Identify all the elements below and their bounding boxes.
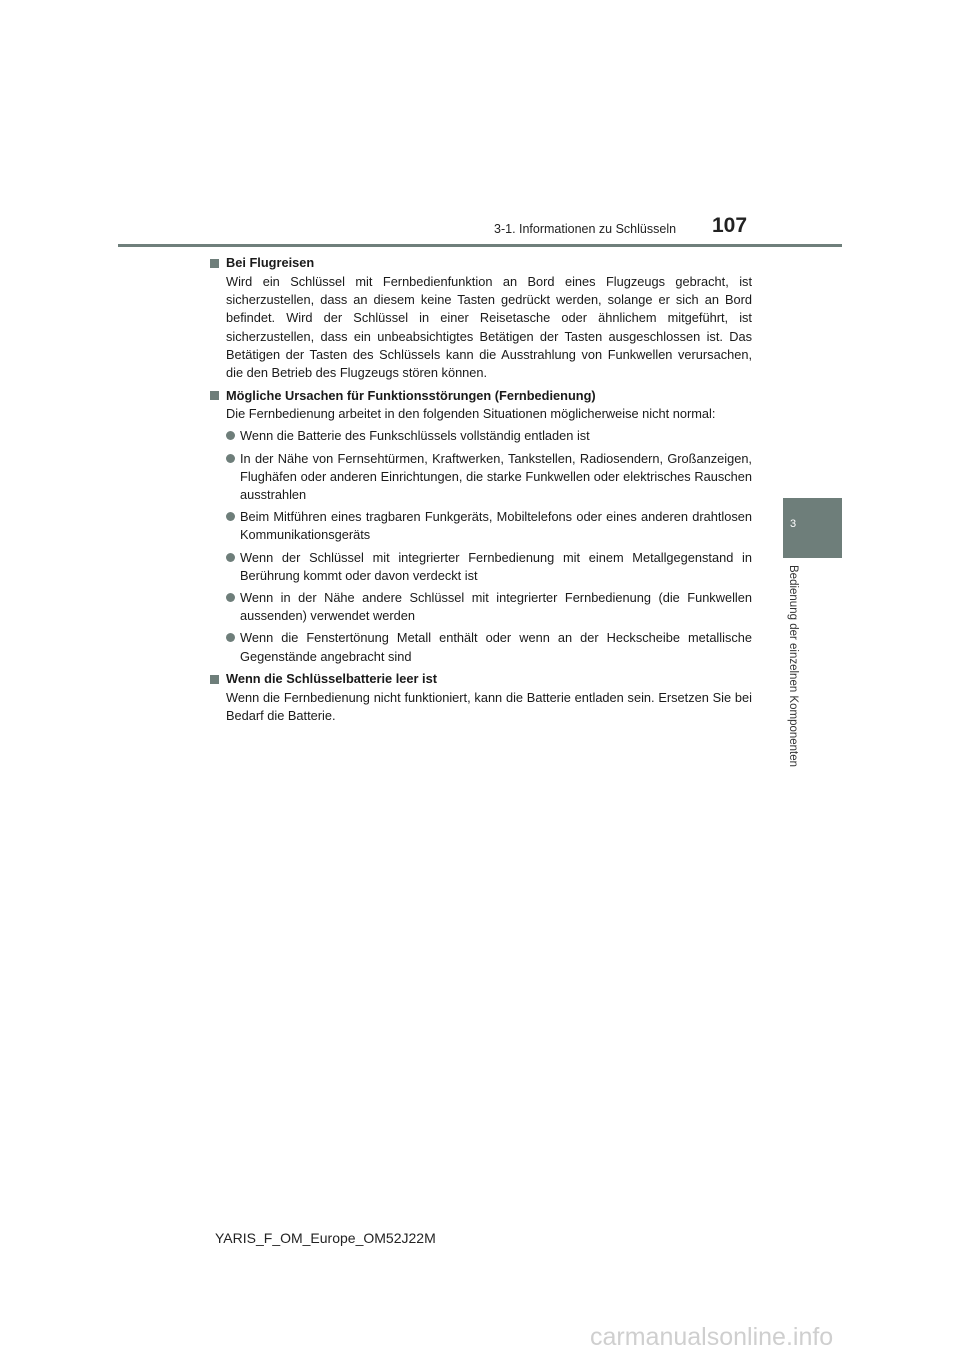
- section-heading-text: Bei Flugreisen: [226, 255, 315, 271]
- section-paragraph: Wird ein Schlüssel mit Fernbedienfunktion an Bord eines Flugzeugs gebracht, ist sicherzustellen, dass an diesem keine Tasten gedrückt werden, solange er sich an Bord befindet. Wird der Schlüssel in einer Reisetasche oder ähnlichem mitgeführt, ist sicherzustellen, dass ein unbeabsichtigtes Betätigen der Tasten ausgeschlossen ist. Das Betätigen der Tasten des Schlüssels kann die Ausstrahlung von Funkwellen verursachen, die den Betrieb des Flugzeugs stören können.: [226, 274, 752, 381]
- running-header-title: 3-1. Informationen zu Schlüsseln: [494, 222, 677, 236]
- main-content: [210, 254, 752, 729]
- list-item-text: Wenn die Batterie des Funkschlüssels vollständig entladen ist: [240, 428, 590, 444]
- circle-bullet-icon: [226, 593, 235, 602]
- chapter-tab-number: 3: [789, 518, 797, 530]
- document-id-footer: YARIS_F_OM_Europe_OM52J22M: [215, 1230, 436, 1246]
- section-paragraph: Wenn die Fernbedienung nicht funktioniert, kann die Batterie entladen sein. Ersetzen Sie bei Bedarf die Batterie.: [226, 689, 752, 724]
- section-heading: [210, 386, 752, 405]
- list-item-text: In der Nähe von Fernsehtürmen, Kraftwerken, Tankstellen, Radiosendern, Großanzeigen, Flughäfen oder anderen Einrichtungen, die starke Funkwellen oder elektrisches Rauschen ausstrahlen: [240, 450, 752, 503]
- chapter-tab: [783, 498, 842, 558]
- circle-bullet-icon: [226, 454, 235, 463]
- circle-bullet-icon: [226, 633, 235, 642]
- circle-bullet-icon: [226, 512, 235, 521]
- list-item: [226, 629, 752, 665]
- watermark: carmanualsonline.info: [590, 1323, 834, 1351]
- list-item-text: Wenn in der Nähe andere Schlüssel mit integrierter Fernbedienung (die Funkwellen aussenden) verwendet werden: [240, 590, 752, 624]
- header-divider: [118, 244, 842, 247]
- list-item-text: Wenn der Schlüssel mit integrierter Fernbedienung mit einem Metallgegenstand in Berührung kommt oder davon verdeckt ist: [240, 549, 752, 583]
- square-bullet-icon: [210, 259, 219, 268]
- list-item: [226, 450, 752, 505]
- circle-bullet-icon: [226, 431, 235, 440]
- list-item: [226, 508, 752, 544]
- section-malfunction-causes: [210, 386, 752, 666]
- section-heading-text: Mögliche Ursachen für Funktionsstörungen (Fernbedienung): [226, 387, 596, 403]
- list-item: [226, 549, 752, 585]
- section-heading: [210, 254, 752, 273]
- section-key-battery-empty: [210, 670, 752, 725]
- list-item-text: Beim Mitführen eines tragbaren Funkgeräts, Mobiltelefons oder eines anderen drahtlosen Kommunikationsgeräts: [240, 509, 752, 543]
- list-item: [226, 427, 752, 445]
- section-paragraph: Die Fernbedienung arbeitet in den folgenden Situationen möglicherweise nicht normal:: [226, 406, 716, 422]
- square-bullet-icon: [210, 391, 219, 400]
- square-bullet-icon: [210, 675, 219, 684]
- list-item-text: Wenn die Fenstertönung Metall enthält oder wenn an der Heckscheibe metallische Gegenstände angebracht sind: [240, 630, 752, 664]
- list-item: [226, 589, 752, 625]
- section-heading: [210, 670, 752, 689]
- circle-bullet-icon: [226, 553, 235, 562]
- section-heading-text: Wenn die Schlüsselbatterie leer ist: [226, 671, 437, 687]
- section-air-travel: [210, 254, 752, 382]
- chapter-side-label: Bedienung der einzelnen Komponenten: [787, 565, 799, 768]
- page-number: 107: [712, 214, 748, 237]
